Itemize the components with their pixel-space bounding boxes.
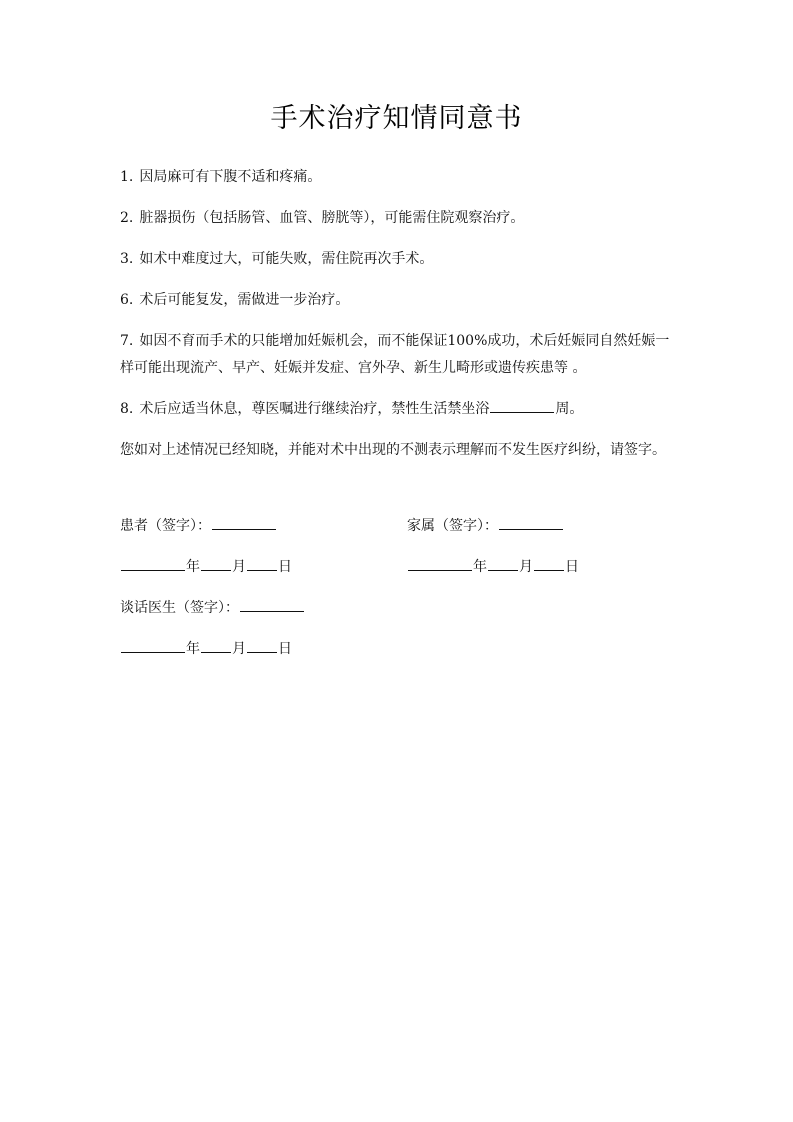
patient-signature-blank[interactable]	[212, 513, 276, 530]
item-number: 7.	[120, 333, 134, 349]
item-text: 脏器损伤（包括肠管、血管、膀胱等），可能需住院观察治疗。	[139, 210, 525, 226]
patient-signature-label: 患者（签字）：	[120, 518, 211, 534]
doctor-date-row	[120, 636, 680, 677]
year-blank[interactable]	[408, 554, 472, 571]
doctor-signature-label: 谈话医生（签字）：	[120, 600, 239, 616]
item-text: 因局麻可有下腹不适和疼痛。	[139, 169, 322, 185]
list-item	[120, 396, 676, 423]
doctor-signature	[120, 595, 305, 617]
item-text: 如因不育而手术的只能增加妊娠机会，而不能保证100%成功，术后妊娠同自然妊娠一样可能出现流产、早产、妊娠并发症、宫外孕、新生儿畸形或遗传疾患等 。	[120, 333, 670, 376]
item-text: 术后可能复发，需做进一步治疗。	[139, 292, 350, 308]
doctor-signature-blank[interactable]	[240, 595, 304, 612]
month-label: 月	[232, 559, 246, 575]
item-number: 6.	[120, 292, 134, 308]
date-row	[120, 554, 680, 595]
year-label: 年	[186, 641, 200, 657]
consent-items	[120, 164, 676, 478]
day-blank[interactable]	[247, 636, 277, 653]
document-title: 手术治疗知情同意书	[270, 103, 523, 134]
list-item	[120, 246, 676, 273]
weeks-blank[interactable]	[490, 396, 554, 413]
patient-signature	[120, 513, 277, 535]
list-item	[120, 287, 676, 314]
month-blank[interactable]	[201, 554, 231, 571]
year-blank[interactable]	[121, 636, 185, 653]
day-blank[interactable]	[247, 554, 277, 571]
item-number: 2.	[120, 210, 134, 226]
day-label: 日	[278, 559, 292, 575]
year-label: 年	[473, 559, 487, 575]
day-label: 日	[278, 641, 292, 657]
family-date	[407, 554, 579, 576]
year-blank[interactable]	[121, 554, 185, 571]
item-text-before: 术后应适当休息，尊医嘱进行继续治疗，禁性生活禁坐浴	[139, 401, 490, 417]
item-number: 8.	[120, 401, 134, 417]
list-item	[120, 164, 676, 191]
day-label: 日	[565, 559, 579, 575]
signature-section	[120, 513, 680, 677]
month-blank[interactable]	[488, 554, 518, 571]
year-label: 年	[186, 559, 200, 575]
signature-row	[120, 513, 680, 554]
month-label: 月	[519, 559, 533, 575]
item-number: 1.	[120, 169, 134, 185]
month-label: 月	[232, 641, 246, 657]
item-text-after: 周。	[555, 401, 584, 417]
day-blank[interactable]	[534, 554, 564, 571]
patient-date	[120, 554, 292, 576]
consent-statement: 您如对上述情况已经知晓，并能对术中出现的不测表示理解而不发生医疗纠纷，请签字。	[120, 442, 666, 458]
family-signature-blank[interactable]	[499, 513, 563, 530]
doctor-signature-row	[120, 595, 680, 636]
list-item	[120, 205, 676, 232]
family-signature-label: 家属（签字）：	[407, 518, 498, 534]
month-blank[interactable]	[201, 636, 231, 653]
item-text: 如术中难度过大，可能失败，需住院再次手术。	[139, 251, 434, 267]
item-number: 3.	[120, 251, 134, 267]
doctor-date	[120, 636, 292, 658]
list-item	[120, 328, 676, 382]
family-signature	[407, 513, 564, 535]
